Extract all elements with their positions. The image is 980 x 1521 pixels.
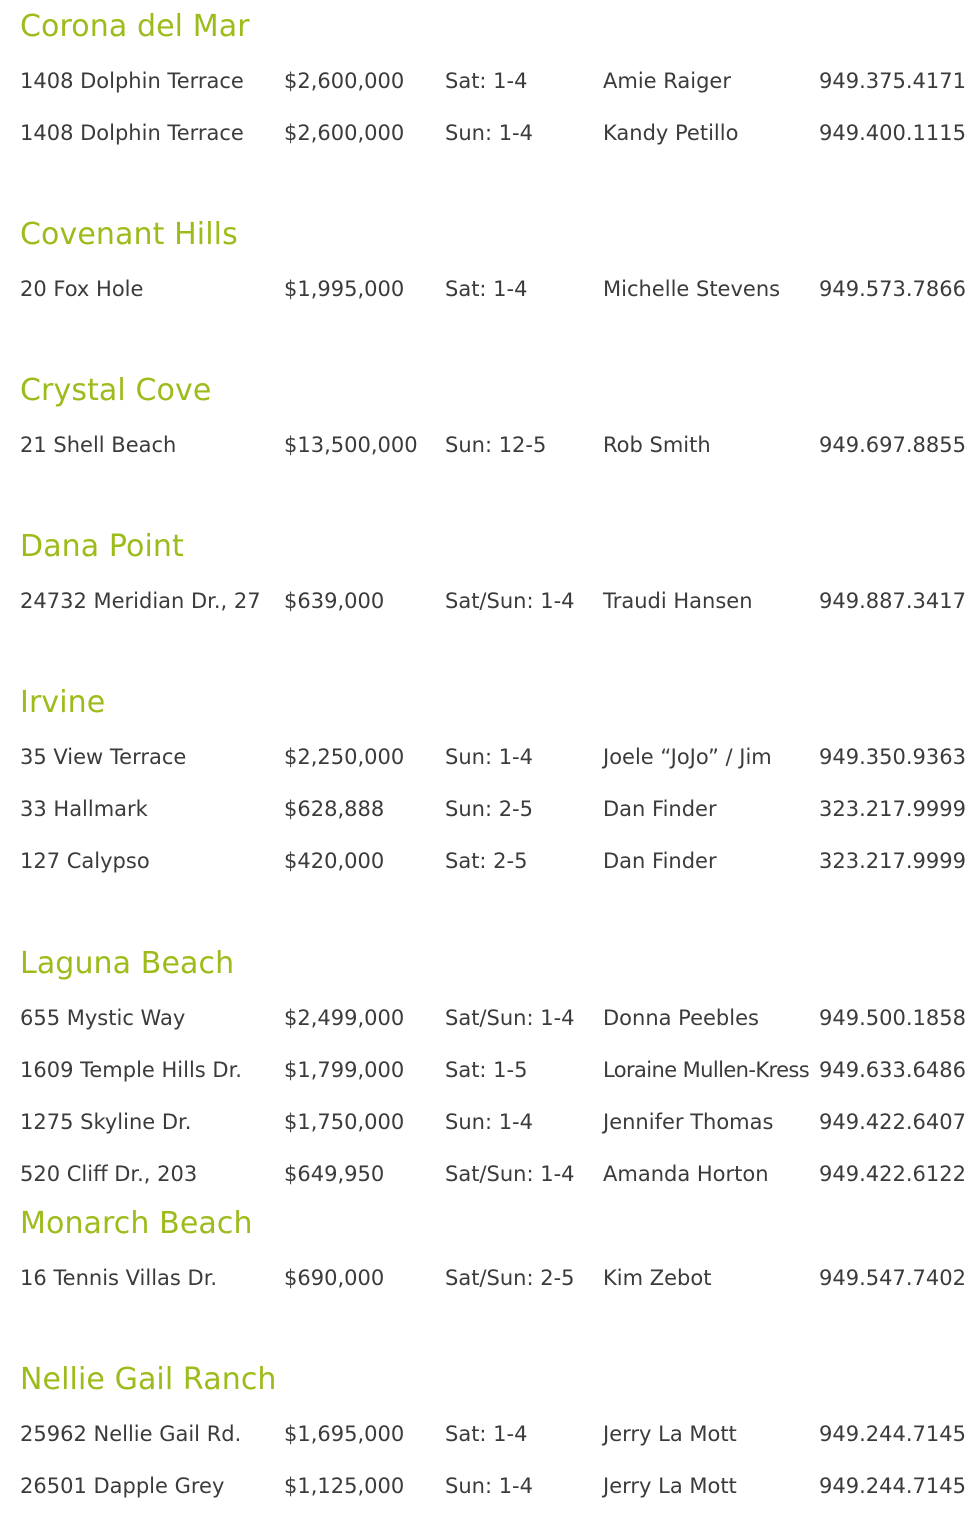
- listing-row: [20, 63, 975, 99]
- agent-phone: 949.500.1858: [819, 1006, 966, 1030]
- listing-row: [20, 791, 975, 827]
- listing-price: $1,995,000: [284, 277, 405, 301]
- agent-name: Michelle Stevens: [603, 277, 781, 301]
- listing-price: $2,250,000: [284, 745, 405, 769]
- agent-phone: 949.244.7145: [819, 1422, 966, 1446]
- listing-address: 26501 Dapple Grey: [20, 1474, 225, 1498]
- listing-row: [20, 115, 975, 151]
- open-house-time: Sun: 1-4: [445, 121, 533, 145]
- agent-name: Traudi Hansen: [603, 589, 753, 613]
- listing-price: $1,750,000: [284, 1110, 405, 1134]
- open-house-time: Sun: 12-5: [445, 433, 547, 457]
- agent-name: Kim Zebot: [603, 1266, 712, 1290]
- listing-price: $628,888: [284, 797, 385, 821]
- section-title-corona-del-mar: Corona del Mar: [20, 9, 250, 44]
- section-title-irvine: Irvine: [20, 685, 106, 720]
- open-house-time: Sat: 1-4: [445, 69, 528, 93]
- listing-row: [20, 1260, 975, 1296]
- section-title-monarch-beach: Monarch Beach: [20, 1206, 253, 1241]
- listing-address: 1408 Dolphin Terrace: [20, 69, 244, 93]
- agent-phone: 949.633.6486: [819, 1058, 966, 1082]
- agent-name: Amie Raiger: [603, 69, 731, 93]
- open-house-time: Sun: 1-4: [445, 745, 533, 769]
- agent-phone: 949.422.6407: [819, 1110, 966, 1134]
- agent-phone: 949.350.9363: [819, 745, 966, 769]
- agent-name: Donna Peebles: [603, 1006, 759, 1030]
- agent-name: Dan Finder: [603, 797, 717, 821]
- listing-price: $2,600,000: [284, 69, 405, 93]
- agent-name: Kandy Petillo: [603, 121, 739, 145]
- listing-address: 25962 Nellie Gail Rd.: [20, 1422, 242, 1446]
- agent-phone: 949.573.7866: [819, 277, 966, 301]
- listing-address: 655 Mystic Way: [20, 1006, 186, 1030]
- listing-row: [20, 1104, 975, 1140]
- listing-row: [20, 843, 975, 879]
- agent-phone: 949.547.7402: [819, 1266, 966, 1290]
- agent-phone: 323.217.9999: [819, 849, 966, 873]
- agent-phone: 949.887.3417: [819, 589, 966, 613]
- listing-address: 127 Calypso: [20, 849, 150, 873]
- open-house-time: Sat/Sun: 1-4: [445, 589, 575, 613]
- listing-address: 520 Cliff Dr., 203: [20, 1162, 198, 1186]
- agent-name: Jennifer Thomas: [603, 1110, 774, 1134]
- open-house-time: Sat: 1-4: [445, 1422, 528, 1446]
- listing-address: 24732 Meridian Dr., 27: [20, 589, 261, 613]
- section-title-dana-point: Dana Point: [20, 529, 184, 564]
- listing-row: [20, 1416, 975, 1452]
- open-house-time: Sat: 2-5: [445, 849, 528, 873]
- agent-name: Joele “JoJo” / Jim: [603, 745, 772, 769]
- agent-name: Amanda Horton: [603, 1162, 769, 1186]
- listing-row: [20, 1000, 975, 1036]
- section-title-laguna-beach: Laguna Beach: [20, 946, 235, 981]
- listing-price: $639,000: [284, 589, 385, 613]
- section-title-crystal-cove: Crystal Cove: [20, 373, 212, 408]
- agent-name: Dan Finder: [603, 849, 717, 873]
- listing-price: $1,125,000: [284, 1474, 405, 1498]
- agent-phone: 323.217.9999: [819, 797, 966, 821]
- open-house-time: Sun: 1-4: [445, 1110, 533, 1134]
- open-house-time: Sat/Sun: 1-4: [445, 1162, 575, 1186]
- open-house-time: Sun: 1-4: [445, 1474, 533, 1498]
- listing-price: $2,600,000: [284, 121, 405, 145]
- listing-row: [20, 271, 975, 307]
- listing-price: $649,950: [284, 1162, 385, 1186]
- agent-phone: 949.400.1115: [819, 121, 966, 145]
- section-title-nellie-gail-ranch: Nellie Gail Ranch: [20, 1362, 277, 1397]
- listing-row: [20, 1052, 975, 1088]
- agent-phone: 949.697.8855: [819, 433, 966, 457]
- listing-row: [20, 1468, 975, 1504]
- open-house-time: Sun: 2-5: [445, 797, 533, 821]
- listing-address: 1609 Temple Hills Dr.: [20, 1058, 242, 1082]
- agent-name: Rob Smith: [603, 433, 711, 457]
- listing-price: $1,799,000: [284, 1058, 405, 1082]
- listing-address: 33 Hallmark: [20, 797, 148, 821]
- listing-price: $2,499,000: [284, 1006, 405, 1030]
- listing-address: 21 Shell Beach: [20, 433, 177, 457]
- open-house-time: Sat/Sun: 2-5: [445, 1266, 575, 1290]
- listing-price: $690,000: [284, 1266, 385, 1290]
- listing-address: 35 View Terrace: [20, 745, 187, 769]
- listing-address: 20 Fox Hole: [20, 277, 144, 301]
- agent-name: Jerry La Mott: [603, 1422, 737, 1446]
- listing-address: 1275 Skyline Dr.: [20, 1110, 192, 1134]
- listing-row: [20, 583, 975, 619]
- listing-row: [20, 427, 975, 463]
- listing-address: 1408 Dolphin Terrace: [20, 121, 244, 145]
- agent-name: Jerry La Mott: [603, 1474, 737, 1498]
- agent-phone: 949.244.7145: [819, 1474, 966, 1498]
- open-house-time: Sat: 1-5: [445, 1058, 528, 1082]
- listing-row: [20, 1156, 975, 1192]
- listing-price: $420,000: [284, 849, 385, 873]
- agent-phone: 949.375.4171: [819, 69, 966, 93]
- agent-phone: 949.422.6122: [819, 1162, 966, 1186]
- section-title-covenant-hills: Covenant Hills: [20, 217, 238, 252]
- listing-price: $13,500,000: [284, 433, 418, 457]
- listing-address: 16 Tennis Villas Dr.: [20, 1266, 218, 1290]
- agent-name: Loraine Mullen-Kress: [603, 1058, 810, 1082]
- listing-row: [20, 739, 975, 775]
- open-house-time: Sat/Sun: 1-4: [445, 1006, 575, 1030]
- listing-price: $1,695,000: [284, 1422, 405, 1446]
- open-house-time: Sat: 1-4: [445, 277, 528, 301]
